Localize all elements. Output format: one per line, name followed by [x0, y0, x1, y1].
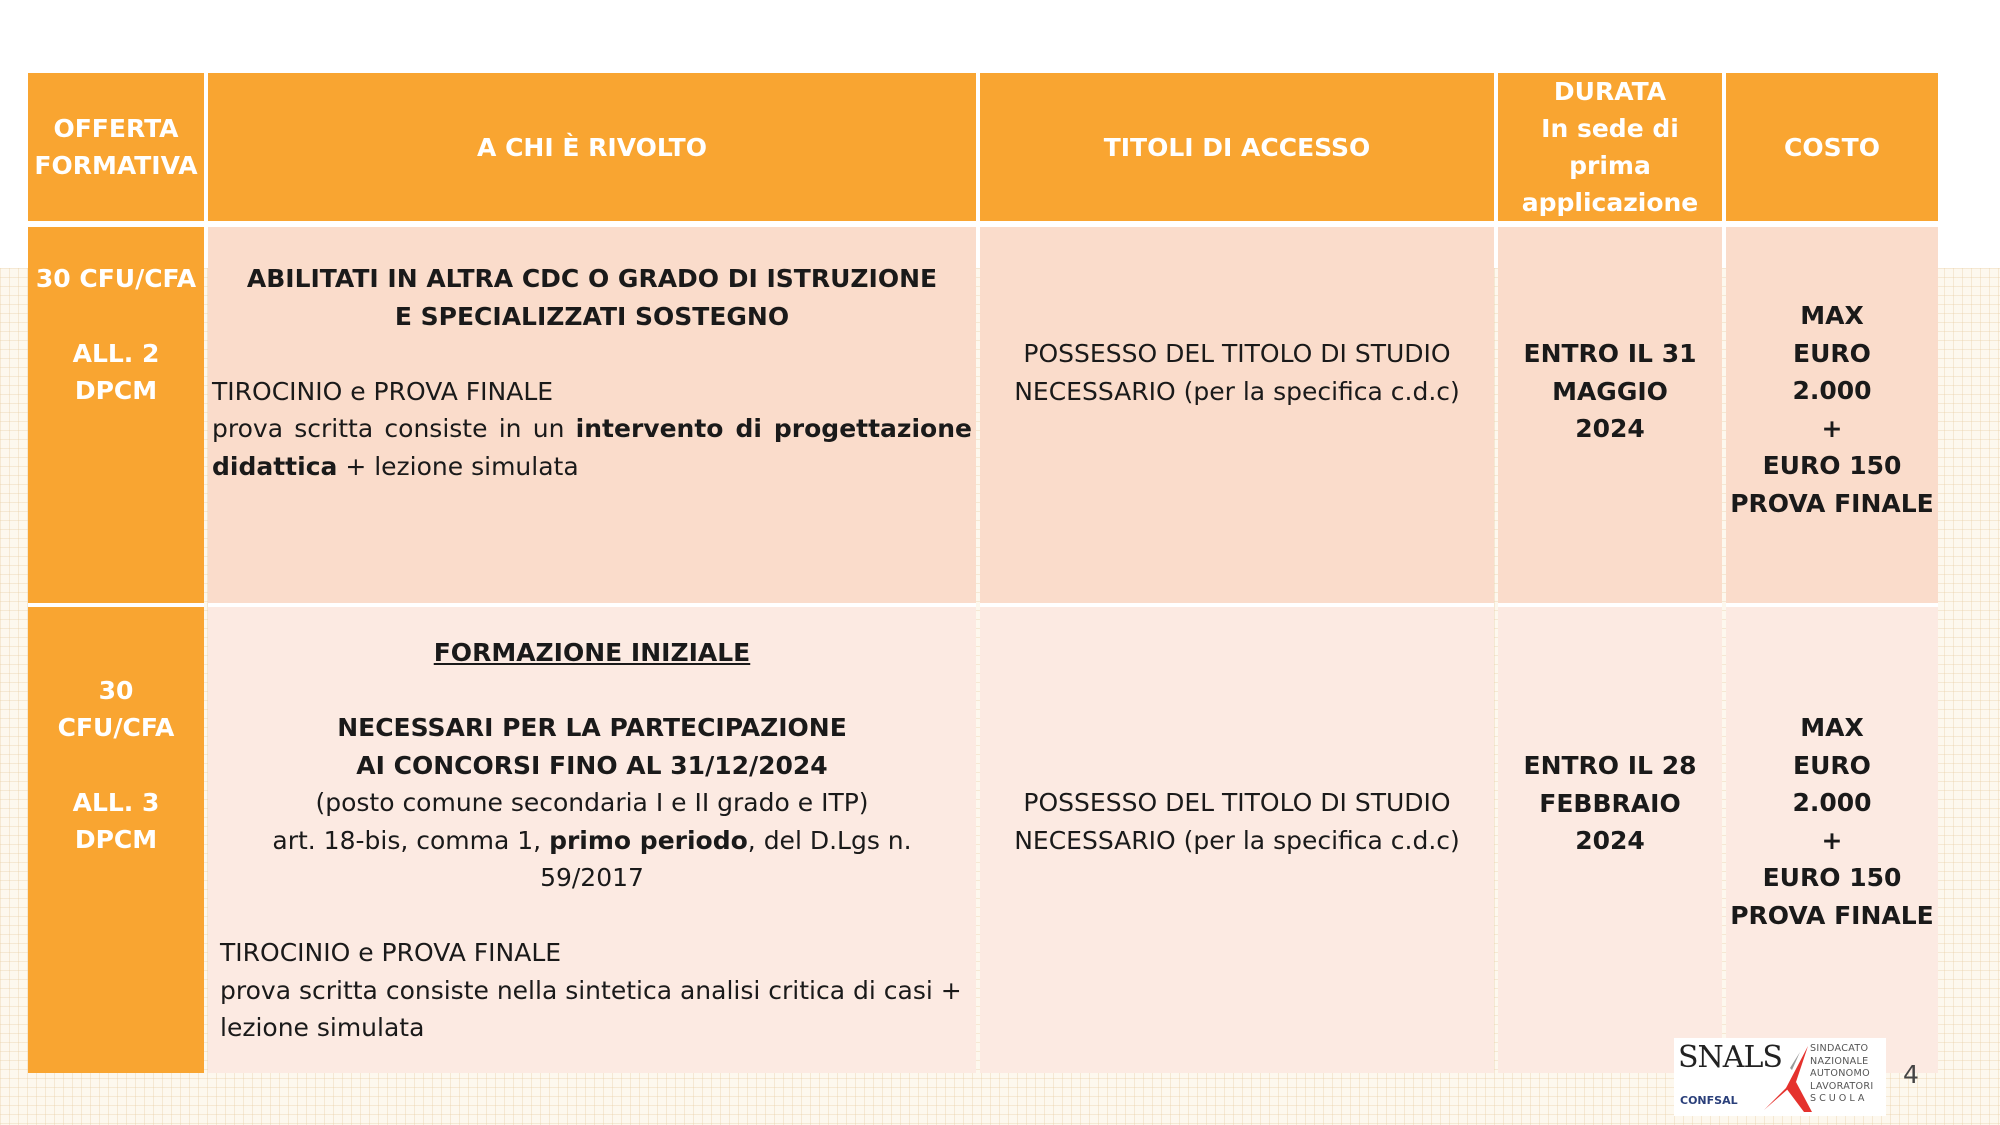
snals-mark-icon	[1756, 1046, 1814, 1114]
offer-cell: 30 CFU/CFA ALL. 3 DPCM	[28, 607, 204, 1073]
page-number: 4	[1903, 1060, 1919, 1089]
cost-cell: MAX EURO 2.000 + EURO 150 PROVA FINALE	[1726, 227, 1938, 607]
law-reference: art. 18-bis, comma 1, primo periodo, del D.Lgs n. 59/2017	[272, 825, 912, 892]
target-description: prova scritta consiste in un intervento di progettazione didattica + lezione simulata	[212, 414, 972, 481]
logo-side-text: SINDACATO NAZIONALE AUTONOMO LAVORATORI SCUOLA	[1810, 1043, 1874, 1105]
table-row	[28, 607, 1938, 1073]
training-offer-table	[24, 73, 1942, 1073]
target-cell: FORMAZIONE INIZIALE NECESSARI PER LA PARTECIPAZIONE AI CONCORSI FINO AL 31/12/2024 (posto comune secondaria I e II grado e ITP) art. 18-bis, comma 1, primo periodo, del D.Lgs n. 59/2017 TIROCINIO e PROVA FINALE prova scritta consiste nella sintetica analisi critica di casi + lezione simulata	[208, 607, 976, 1073]
access-cell: POSSESSO DEL TITOLO DI STUDIO NECESSARIO (per la specifica c.d.c)	[980, 607, 1494, 1073]
duration-cell: ENTRO IL 31 MAGGIO 2024	[1498, 227, 1722, 607]
header-row	[28, 73, 1938, 227]
header-duration: DURATA In sede di prima applicazione	[1498, 73, 1722, 227]
offer-cell: 30 CFU/CFA ALL. 2 DPCM	[28, 227, 204, 607]
header-access: TITOLI DI ACCESSO	[980, 73, 1494, 227]
header-cost: COSTO	[1726, 73, 1938, 227]
duration-cell: ENTRO IL 28 FEBBRAIO 2024	[1498, 607, 1722, 1073]
snals-logo: SNALS SINDACATO NAZIONALE AUTONOMO LAVORATORI SCUOLA CONFSAL	[1674, 1038, 1886, 1116]
target-cell: ABILITATI IN ALTRA CDC O GRADO DI ISTRUZIONE E SPECIALIZZATI SOSTEGNO TIROCINIO e PROVA FINALE prova scritta consiste in un intervento di progettazione didattica + lezione simulata	[208, 227, 976, 607]
header-target: A CHI È RIVOLTO	[208, 73, 976, 227]
confsal-label: CONFSAL	[1680, 1094, 1738, 1107]
cost-cell: MAX EURO 2.000 + EURO 150 PROVA FINALE	[1726, 607, 1938, 1073]
table-row	[28, 227, 1938, 607]
header-offer: OFFERTA FORMATIVA	[28, 73, 204, 227]
access-cell: POSSESSO DEL TITOLO DI STUDIO NECESSARIO (per la specifica c.d.c)	[980, 227, 1494, 607]
